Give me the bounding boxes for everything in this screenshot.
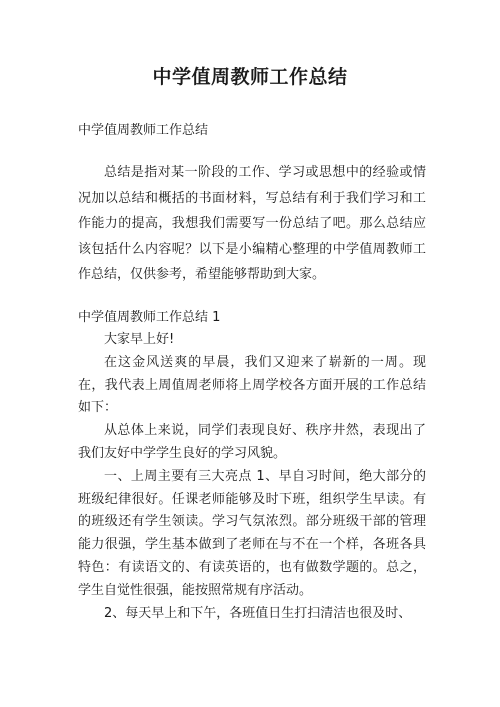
section-heading: 中学值周教师工作总结 1 — [78, 310, 221, 325]
overview-paragraph: 从总体上来说，同学们表现良好、秩序井然，表现出了我们友好中学学生良好的学习风貌。 — [78, 423, 426, 461]
greeting-paragraph: 大家早上好! — [104, 332, 175, 347]
opening-paragraph: 在这金风送爽的早晨，我们又迎来了崭新的一周。现在，我代表上周值周老师将上周学校各方面开展的工作总结如下： — [78, 354, 426, 416]
intro-paragraph: 总结是指对某一阶段的工作、学习或思想中的经验或情况加以总结和概括的书面材料，写总结有利于我们学习和工作能力的提高，我想我们需要写一份总结了吧。那么总结应该包括什么内容呢？以下是小编精心整理的中学值周教师工作总结，仅供参考，希望能够帮助到大家。 — [78, 165, 426, 283]
cleaning-paragraph: 2、每天早上和下午，各班值日生打扫清洁也很及时、 — [104, 605, 412, 621]
body-text — [78, 329, 426, 625]
highlights-paragraph: 一、上周主要有三大亮点 1、早自习时间，绝大部分的班级纪律很好。任课老师能够及时下班，组织学生早读。有的班级还有学生领读。学习气氛浓烈。部分班级干部的管理能力很强，学生基本做到了老师在与不在一个样，各班各具特色：有读语文的、有读英语的，也有做数学题的。总之，学生自觉性很强，能按照常规有序活动。 — [78, 468, 426, 598]
document-subtitle: 中学值周教师工作总结 — [78, 123, 209, 138]
document-title: 中学值周教师工作总结 — [152, 66, 348, 88]
